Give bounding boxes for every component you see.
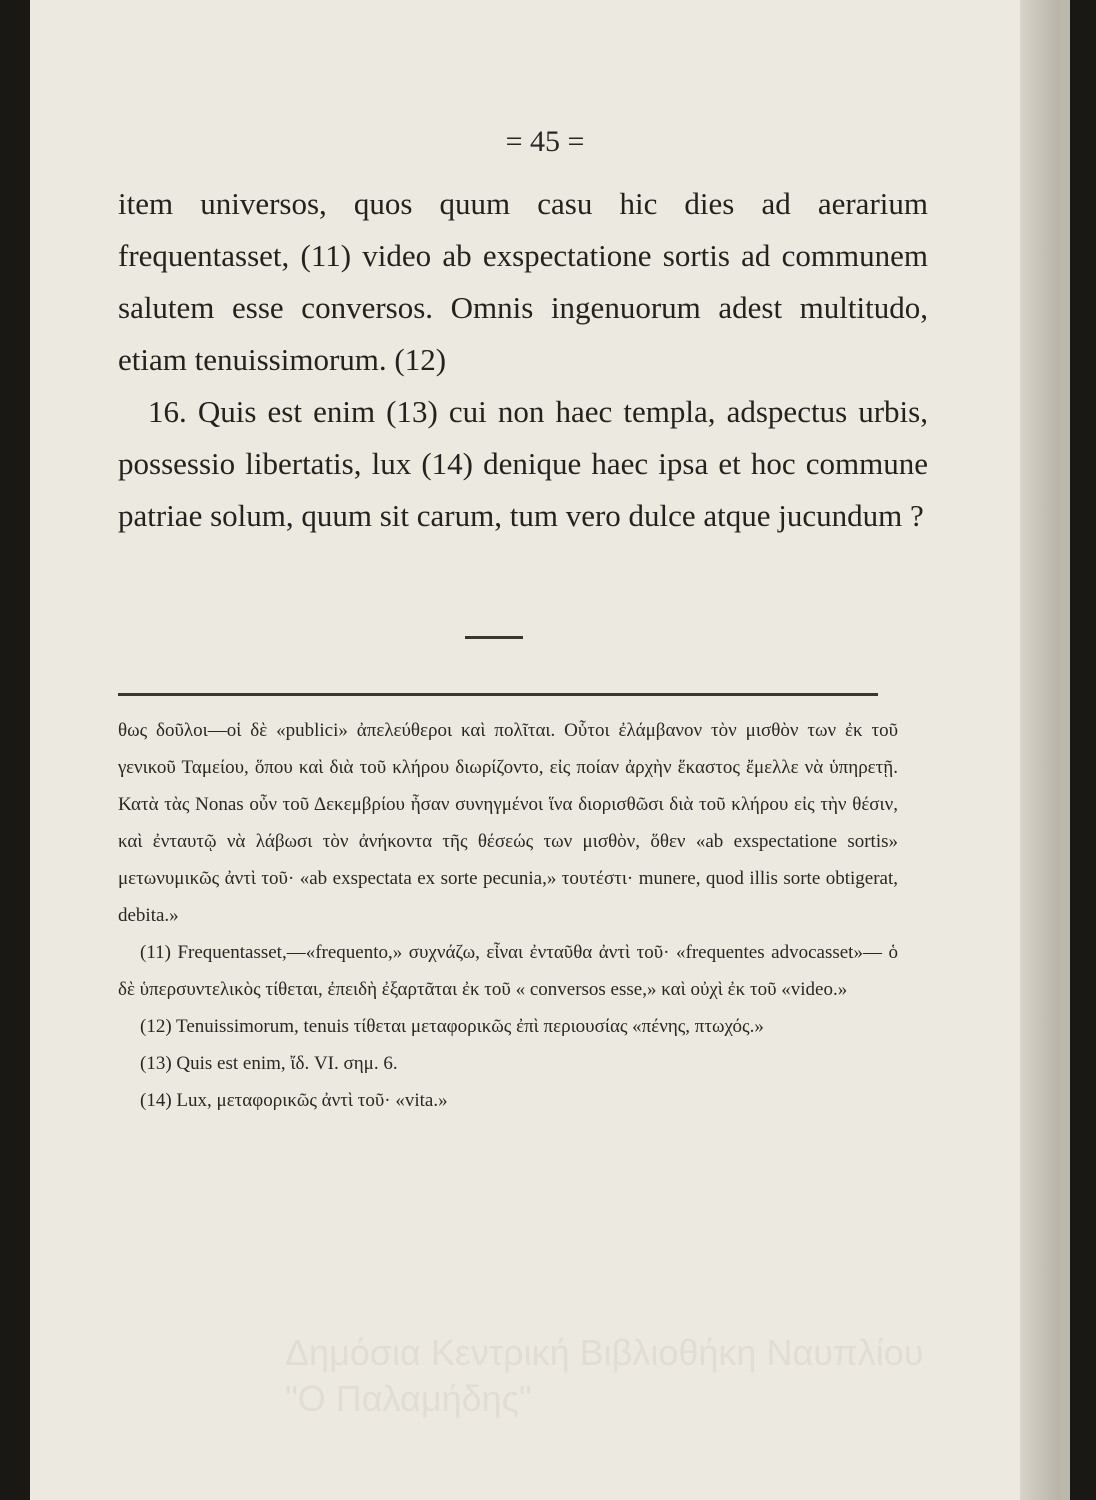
footnote-11: (11) Frequentasset,—«frequento,» συχνάζω, εἶναι ἐνταῦθα ἀντὶ τοῦ· «frequentes advocasset»— ὁ δὲ ὑπερσυντελικὸς τίθεται, ἐπειδὴ ἐξαρτᾶται ἐκ τοῦ « conversos esse,» καὶ οὐχὶ ἐκ τοῦ «video.» <box>118 942 898 1000</box>
main-paragraph-2: 16. Quis est enim (13) cui non haec templa, adspectus urbis, possessio libertatis, lux (14) denique haec ipsa et hoc commune patriae solum, quum sit carum, tum vero dulce atque jucundum ? <box>118 394 928 533</box>
footnote-12: (12) Tenuissimorum, tenuis τίθεται μεταφορικῶς ἐπὶ περιουσίας «πένης, πτωχός.» <box>140 1016 764 1037</box>
book-page <box>30 0 1070 1500</box>
footnote-13: (13) Quis est enim, ἴδ. VI. σημ. 6. <box>140 1053 398 1074</box>
watermark-line-1: Δημόσια Κεντρική Βιβλιοθήκη Ναυπλίου <box>285 1332 924 1373</box>
main-paragraph-1: item universos, quos quum casu hic dies ad aerarium frequentasset, (11) video ab exspectatione sortis ad communem salutem esse conversos. Omnis ingenuorum adest multitudo, etiam tenuissimorum. (12) <box>118 186 928 377</box>
library-watermark <box>285 1330 1096 1422</box>
watermark-line-2: "Ο Παλαμήδης" <box>285 1378 532 1419</box>
footnote-continuation: θως δοῦλοι—οἱ δὲ «publici» ἀπελεύθεροι καὶ πολῖται. Οὗτοι ἐλάμβανον τὸν μισθὸν των ἐκ τοῦ γενικοῦ Ταμείου, ὅπου καὶ διὰ τοῦ κλήρου διωρίζοντο, εἰς ποίαν ἀρχὴν ἕκαστος ἔμελλε νὰ ὑπηρετῇ. Κατὰ τὰς Nonas οὖν τοῦ Δεκεμβρίου ἦσαν συνηγμένοι ἵνα διορισθῶσι διὰ τοῦ κλήρου εἰς τὴν θέσιν, καὶ ἐνταυτῷ νὰ λάβωσι τὸν ἀνήκοντα τῆς θέσεώς των μισθὸν, ὅθεν «ab exspectatione sortis» μετωνυμικῶς ἀντὶ τοῦ· «ab exspectata ex sorte pecunia,» τουτέστι· munere, quod illis sorte obtigerat, debita.» <box>118 720 898 926</box>
main-text <box>118 178 928 542</box>
page-number: = 45 = <box>505 125 585 158</box>
footnotes <box>118 712 898 1119</box>
footnote-14: (14) Lux, μεταφορικῶς ἀντὶ τοῦ· «vita.» <box>140 1090 448 1111</box>
section-separator <box>465 636 523 639</box>
page-edge-shadow <box>1020 0 1060 1500</box>
footnote-rule <box>118 693 878 696</box>
